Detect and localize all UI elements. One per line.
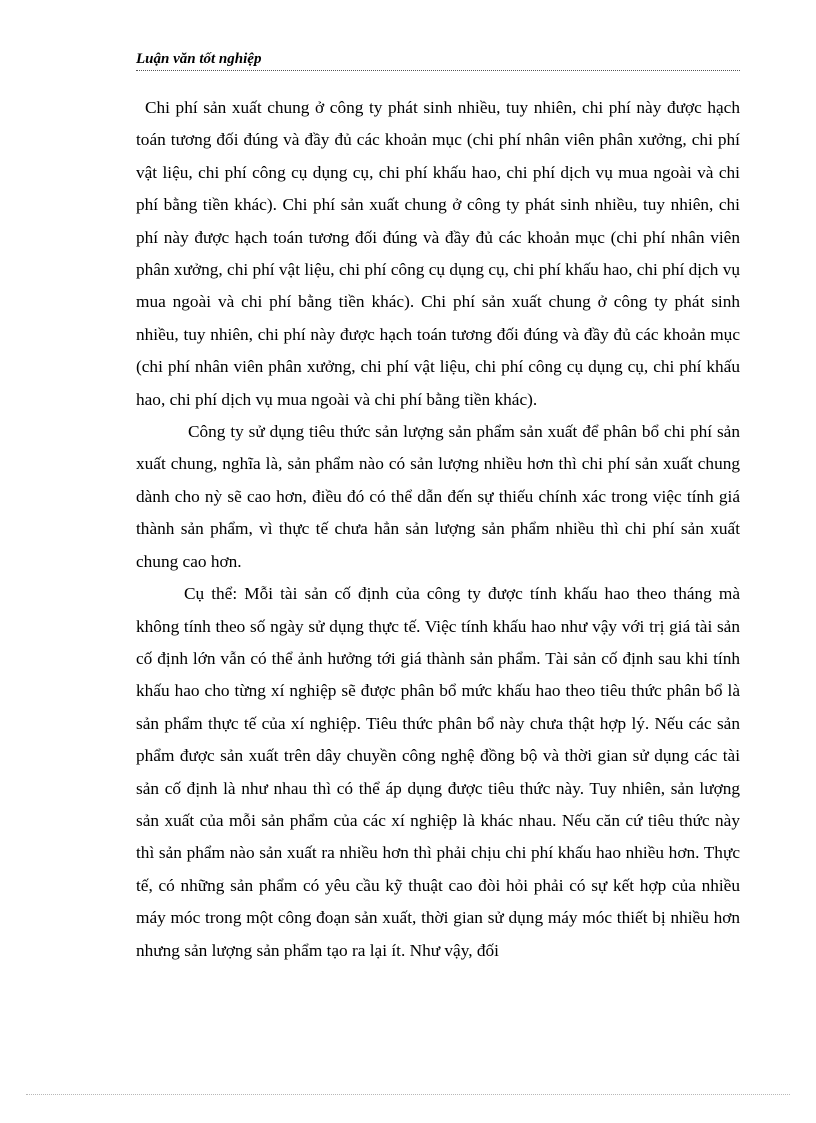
- page-header: [136, 50, 740, 71]
- body-text: [136, 92, 740, 967]
- paragraph-3: Cụ thể: Mỗi tài sản cố định của công ty được tính khấu hao theo tháng mà không tính theo số ngày sử dụng thực tế. Việc tính khấu hao như vậy với trị giá tài sản cố định lớn vẫn có thể ảnh hưởng tới giá thành sản phẩm. Tài sản cố định sau khi tính khấu hao cho từng xí nghiệp sẽ được phân bổ mức khấu hao theo tiêu thức phân bổ là sản phẩm thực tế của xí nghiệp. Tiêu thức phân bổ này chưa thật hợp lý. Nếu các sản phẩm được sản xuất trên dây chuyền công nghệ đồng bộ và thời gian sử dụng các tài sản cố định là như nhau thì có thể áp dụng được tiêu thức này. Tuy nhiên, sản lượng sản xuất của mỗi sản phẩm của các xí nghiệp là khác nhau. Nếu căn cứ tiêu thức này thì sản phẩm nào sản xuất ra nhiều hơn thì phải chịu chi phí khấu hao nhiều hơn. Thực tế, có những sản phẩm có yêu cầu kỹ thuật cao đòi hỏi phải có sự kết hợp của nhiều máy móc trong một công đoạn sản xuất, thời gian sử dụng máy móc thiết bị nhiều hơn nhưng sản lượng sản phẩm tạo ra lại ít. Như vậy, đối: [136, 584, 740, 960]
- footer-divider: [26, 1094, 790, 1095]
- paragraph-1: Chi phí sản xuất chung ở công ty phát sinh nhiều, tuy nhiên, chi phí này được hạch toán tương đối đúng và đầy đủ các khoản mục (chi phí nhân viên phân xưởng, chi phí vật liệu, chi phí công cụ dụng cụ, chi phí khấu hao, chi phí dịch vụ mua ngoài và chi phí bằng tiền khác). Chi phí sản xuất chung ở công ty phát sinh nhiều, tuy nhiên, chi phí này được hạch toán tương đối đúng và đầy đủ các khoản mục (chi phí nhân viên phân xưởng, chi phí vật liệu, chi phí công cụ dụng cụ, chi phí khấu hao, chi phí dịch vụ mua ngoài và chi phí bằng tiền khác). Chi phí sản xuất chung ở công ty phát sinh nhiều, tuy nhiên, chi phí này được hạch toán tương đối đúng và đầy đủ các khoản mục (chi phí nhân viên phân xưởng, chi phí vật liệu, chi phí công cụ dụng cụ, chi phí khấu hao, chi phí dịch vụ mua ngoài và chi phí bằng tiền khác).: [136, 98, 740, 409]
- header-title: Luận văn tốt nghiệp: [136, 51, 262, 67]
- paragraph-2: Công ty sử dụng tiêu thức sản lượng sản phẩm sản xuất để phân bổ chi phí sản xuất chung, nghĩa là, sản phẩm nào có sản lượng nhiều hơn thì chi phí sản xuất chung dành cho nỳ sẽ cao hơn, điều đó có thể dẫn đến sự thiếu chính xác trong việc tính giá thành sản phẩm, vì thực tế chưa hẳn sản lượng sản phẩm nhiều thì chi phí sản xuất chung cao hơn.: [136, 422, 740, 571]
